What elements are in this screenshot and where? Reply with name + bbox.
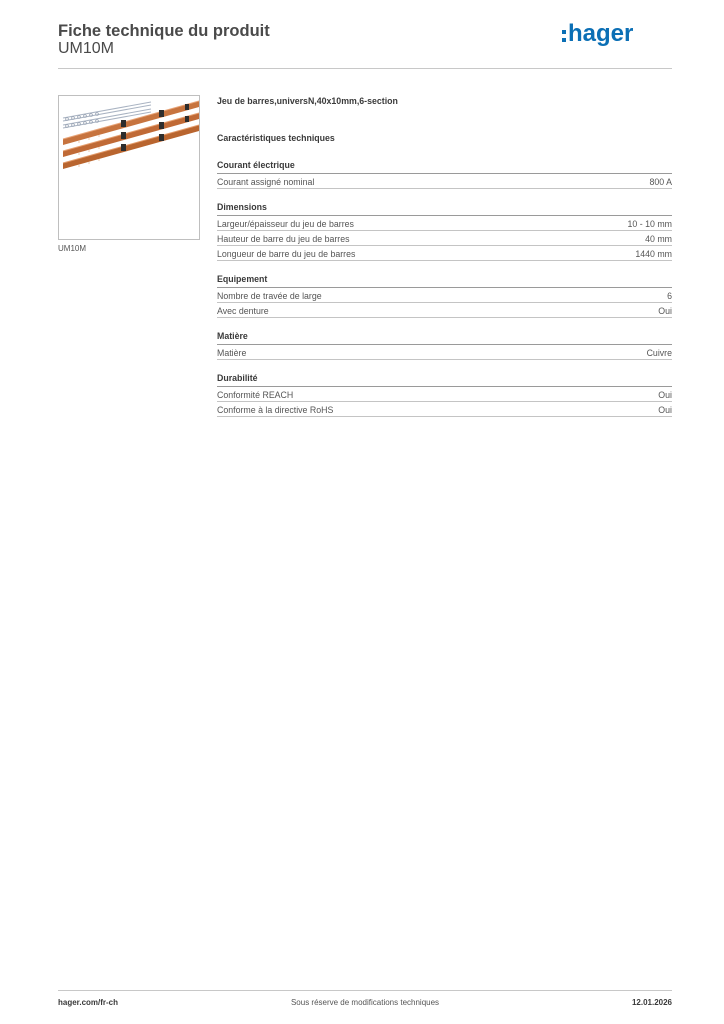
footer-disclaimer: Sous réserve de modifications techniques [290,998,440,1007]
spec-value: Oui [658,389,672,400]
product-reference: UM10M [58,40,115,57]
spec-label: Courant assigné nominal [217,176,315,187]
spec-group-title: Matière [217,331,672,345]
spec-label: Conformité REACH [217,389,294,400]
product-photo [58,95,200,240]
spec-value: Oui [658,404,672,415]
product-name: Jeu de barres,universN,40x10mm,6-section [217,96,398,106]
spec-label: Conforme à la directive RoHS [217,404,334,415]
spec-row [217,303,672,318]
spec-group-title: Courant électrique [217,160,672,174]
photo-caption: UM10M [58,244,87,253]
spec-group-dimensions [217,202,672,261]
footer-website-link[interactable]: hager.com/fr-ch [58,998,119,1007]
spec-row [217,246,672,261]
spec-value: 1440 mm [635,248,672,259]
spec-value: Cuivre [646,347,672,358]
spec-group-title: Durabilité [217,373,672,387]
spec-label: Longueur de barre du jeu de barres [217,248,356,259]
spec-row [217,345,672,360]
spec-group-title: Equipement [217,274,672,288]
page-title: Fiche technique du produit [58,22,270,40]
spec-group-equipement [217,274,672,318]
footer-date: 12.01.2026 [631,998,672,1007]
spec-row [217,387,672,402]
header-divider [58,68,672,69]
spec-label: Matière [217,347,247,358]
spec-group-matiere [217,331,672,360]
spec-row [217,231,672,246]
svg-text:hager: hager [568,20,634,47]
hager-logo [562,20,654,50]
spec-section-title: Caractéristiques techniques [217,133,335,143]
spec-content [217,96,672,430]
spec-label: Avec denture [217,305,269,316]
spec-group-durabilite [217,373,672,417]
spec-row [217,402,672,417]
spec-group-title: Dimensions [217,202,672,216]
spec-label: Nombre de travée de large [217,290,322,301]
spec-value: 6 [667,290,672,301]
spec-value: 10 - 10 mm [627,218,672,229]
footer-divider [58,990,672,991]
spec-value: Oui [658,305,672,316]
spec-label: Largeur/épaisseur du jeu de barres [217,218,354,229]
page-header [58,20,672,70]
page-footer [58,998,672,1012]
spec-group-courant [217,160,672,189]
spec-row [217,288,672,303]
spec-value: 40 mm [645,233,672,244]
spec-label: Hauteur de barre du jeu de barres [217,233,350,244]
spec-row [217,216,672,231]
spec-row [217,174,672,189]
spec-value: 800 A [649,176,672,187]
busbar-illustration [59,96,199,239]
